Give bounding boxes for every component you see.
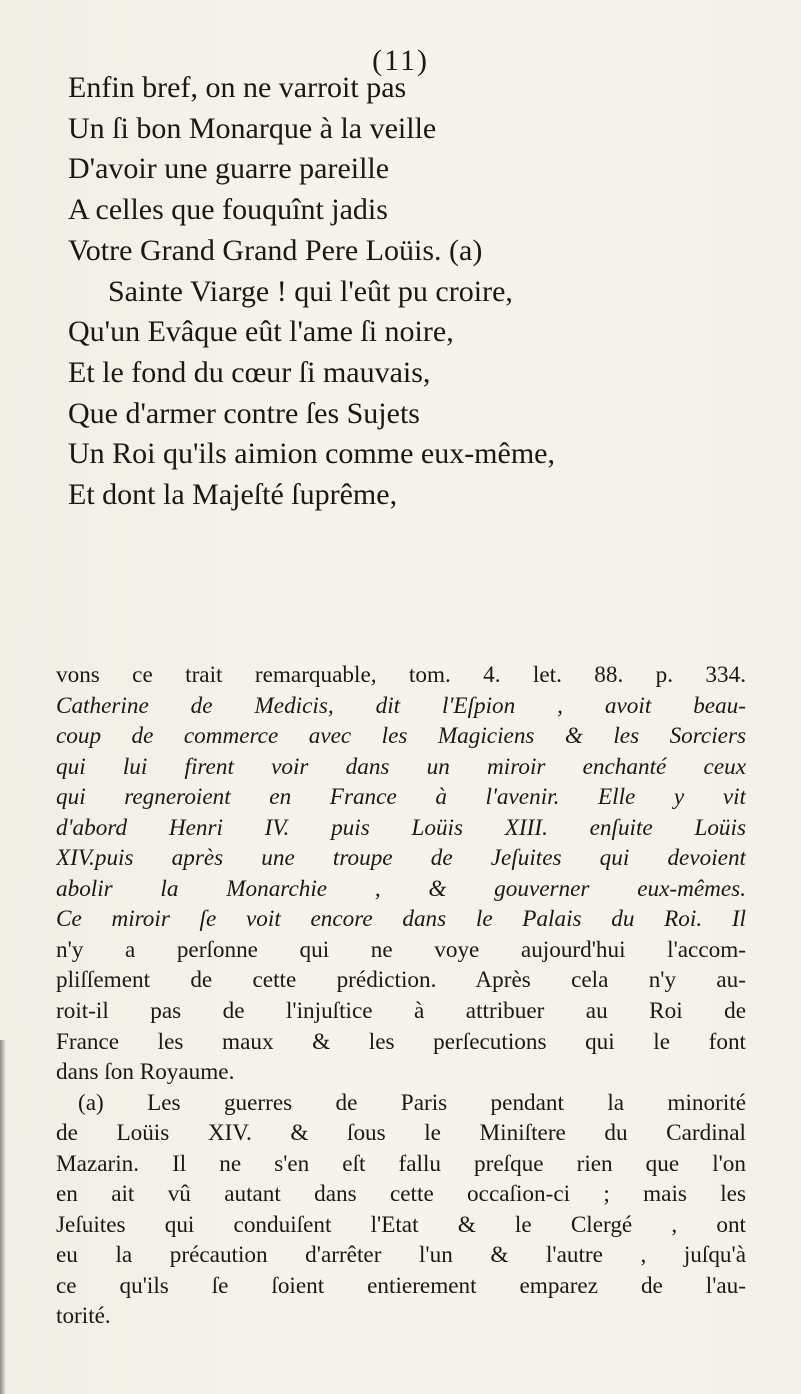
footnote-line: abolir la Monarchie , & gouverner eux-mêmes.	[56, 875, 746, 902]
footnote-line: France les maux & les perſecutions qui le font	[56, 1028, 746, 1055]
footnote-line: qui regneroient en France à l'avenir. Elle y vit	[56, 784, 746, 811]
verse-block	[60, 68, 760, 516]
verse-line: Enfin bref, on ne varroit pas	[68, 71, 407, 104]
footnote-line: Jeſuites qui conduiſent l'Etat & le Clergé , ont	[56, 1211, 746, 1238]
footnote-line: en ait vû autant dans cette occaſion-ci ; mais les	[56, 1181, 746, 1208]
verse-line: Un Roi qu'ils aimion comme eux-même,	[68, 437, 555, 471]
footnote-line: Catherine de Medicis, dit l'Eſpion , avoit beau-	[56, 692, 746, 719]
footnote-line: Ce miroir ſe voit encore dans le Palais du Roi. Il	[56, 906, 746, 933]
verse-line: Et dont la Majeſté ſuprême,	[68, 478, 398, 512]
verse-line: Que d'armer contre ſes Sujets	[68, 396, 420, 430]
footnote-line: XIV.puis après une troupe de Jeſuites qui devoient	[56, 845, 746, 872]
footnote-continued	[56, 660, 746, 1088]
verse-line: Votre Grand Grand Pere Loüis. (a)	[68, 233, 483, 267]
footnote-line: coup de commerce avec les Magiciens & les Sorciers	[56, 723, 746, 750]
verse-line: Qu'un Evâque eût l'ame ſi noire,	[68, 315, 454, 349]
footnote-line: pliſſement de cette prédiction. Après cela n'y au-	[56, 967, 746, 994]
verse-line: Sainte Viarge ! qui l'eût pu croire,	[108, 274, 513, 308]
footnote-line: ce qu'ils ſe ſoient entierement emparez de l'au-	[56, 1272, 746, 1299]
footnote-line: vons ce trait remarquable, tom. 4. let. 88. p. 334.	[56, 662, 746, 688]
footnote-line: n'y a perſonne qui ne voye aujourd'hui l'accom-	[56, 936, 746, 963]
verse-line: A celles que fouquînt jadis	[68, 193, 388, 227]
footnote-line: de Loüis XIV. & ſous le Miniſtere du Cardinal	[56, 1120, 746, 1147]
footnote-line: roit-il pas de l'injuſtice à attribuer au Roi de	[56, 998, 746, 1025]
footnote-line: qui lui firent voir dans un miroir enchanté ceux	[56, 753, 746, 780]
page-number: (11)	[372, 44, 429, 77]
footnote-line: d'abord Henri IV. puis Loüis XIII. enſuite Loüis	[56, 814, 746, 841]
footnote-line: torité.	[56, 1303, 111, 1330]
page-edge-shadow	[0, 1040, 6, 1394]
footnote-a	[56, 1088, 746, 1332]
footnote-line: dans ſon Royaume.	[56, 1059, 235, 1086]
verse-line: D'avoir une guarre pareille	[68, 152, 390, 186]
verse-line: Un ſi bon Monarque à la veille	[68, 111, 437, 145]
footnotes	[56, 660, 746, 1332]
footnote-line: eu la précaution d'arrêter l'un & l'autre , juſqu'à	[56, 1242, 746, 1269]
footnote-line: (a) Les guerres de Paris pendant la minorité	[78, 1089, 746, 1116]
footnote-line: Mazarin. Il ne s'en eſt fallu preſque rien que l'on	[56, 1150, 746, 1177]
verse-line: Et le fond du cœur ſi mauvais,	[68, 355, 431, 389]
